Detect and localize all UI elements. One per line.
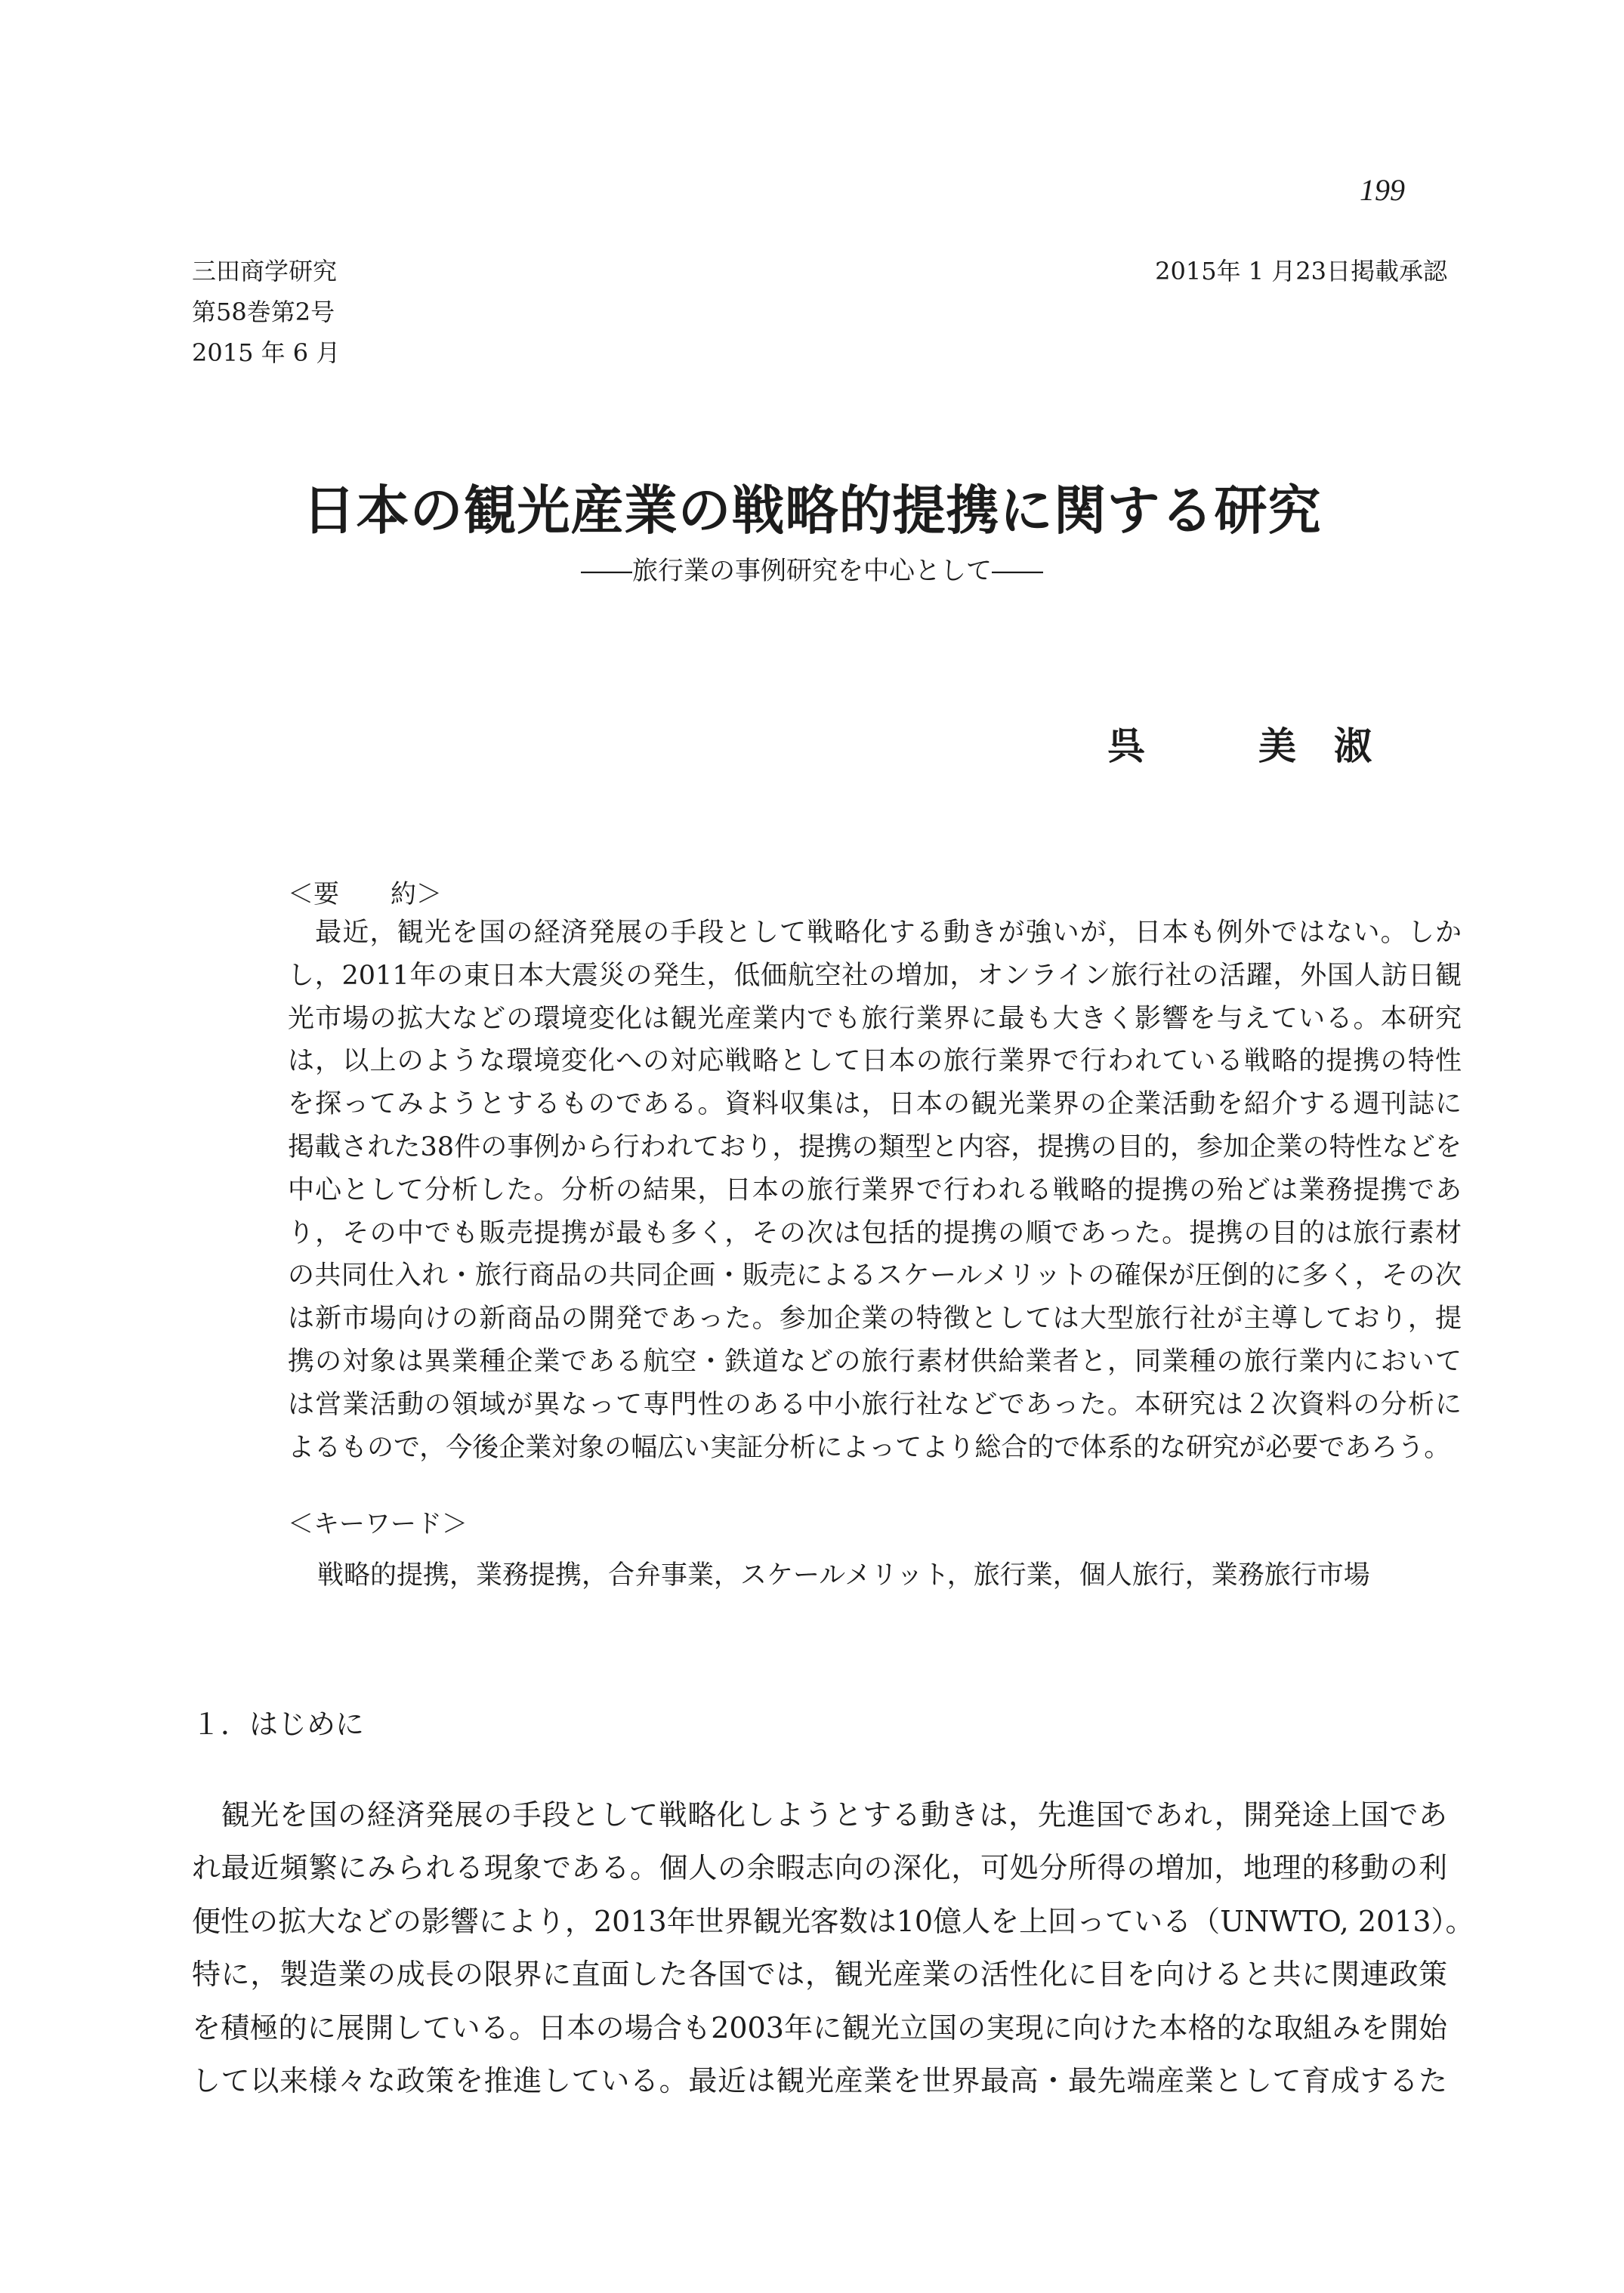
text-line: 特に，製造業の成長の限界に直面した各国では，観光産業の活性化に目を向けると共に関連政策 [192, 1958, 1447, 1992]
author-given-name: 美 淑 [1258, 724, 1372, 768]
text-line: 最近，観光を国の経済発展の手段として戦略化する動きが強いが，日本も例外ではない。しか [288, 918, 1462, 948]
keywords-heading: ＜キーワード＞ [288, 1509, 468, 1539]
acceptance-date: 2015年 1 月23日掲載承認 [1155, 257, 1447, 285]
author-family-name: 呉 [1107, 724, 1145, 768]
section-body [192, 1788, 1474, 2107]
author [1107, 716, 1372, 770]
keywords: 戦略的提携，業務提携，合弁事業，スケールメリット，旅行業，個人旅行，業務旅行市場 [317, 1560, 1370, 1591]
paper-subtitle: ――旅行業の事例研究を中心として―― [581, 556, 1043, 586]
text-line: を積極的に展開している。日本の場合も2003年に観光立国の実現に向けた本格的な取組みを開始 [192, 2011, 1447, 2045]
text-line: は営業活動の領域が異なって専門性のある中小旅行社などであった。本研究は２次資料の分析に [288, 1389, 1462, 1420]
text-line: 中心として分析した。分析の結果，日本の旅行業界で行われる戦略的提携の殆どは業務提携であ [288, 1174, 1462, 1205]
text-line: 観光を国の経済発展の手段として戦略化しようとする動きは，先進国であれ，開発途上国であ [192, 1798, 1447, 1832]
text-line: 掲載された38件の事例から行われており，提携の類型と内容，提携の目的，参加企業の特性などを [288, 1131, 1462, 1162]
section-heading: １．はじめに [192, 1708, 365, 1741]
abstract-body [288, 912, 1462, 1469]
text-line: し，2011年の東日本大震災の発生，低価航空社の増加，オンライン旅行社の活躍，外国人訪日観 [288, 960, 1462, 991]
text-line: 光市場の拡大などの環境変化は観光産業内でも旅行業界に最も大きく影響を与えている。本研究 [288, 1003, 1462, 1034]
text-line: れ最近頻繁にみられる現象である。個人の余暇志向の深化，可処分所得の増加，地理的移動の利 [192, 1851, 1447, 1885]
journal-issue-date: 2015 年 6 月 [192, 338, 341, 367]
text-line: の共同仕入れ・旅行商品の共同企画・販売によるスケールメリットの確保が圧倒的に多く，その次 [288, 1261, 1462, 1292]
text-line: を探ってみようとするものである。資料収集は，日本の観光業界の企業活動を紹介する週刊誌に [288, 1089, 1462, 1120]
text-line: 便性の拡大などの影響により，2013年世界観光客数は10億人を上回っている（UNWTO, 2013）。 [192, 1904, 1474, 1938]
page-number: 199 [1360, 173, 1405, 207]
text-line: よるもので，今後企業対象の幅広い実証分析によってより総合的で体系的な研究が必要であろう。 [288, 1432, 1451, 1463]
journal-name: 三田商学研究 [192, 257, 338, 285]
text-line: り，その中でも販売提携が最も多く，その次は包括的提携の順であった。提携の目的は旅行素材 [288, 1217, 1462, 1248]
text-line: して以来様々な政策を推進している。最近は観光産業を世界最高・最先端産業として育成するた [192, 2064, 1447, 2098]
text-line: は新市場向けの新商品の開発であった。参加企業の特徴としては大型旅行社が主導しており，提 [288, 1304, 1462, 1335]
journal-header [192, 251, 340, 373]
text-line: 携の対象は異業種企業である航空・鉄道などの旅行素材供給業者と，同業種の旅行業内において [288, 1346, 1462, 1377]
text-line: は，以上のような環境変化への対応戦略として日本の旅行業界で行われている戦略的提携の特性 [288, 1046, 1462, 1077]
paper-title: 日本の観光産業の戦略的提携に関する研究 [302, 479, 1322, 542]
journal-volume: 第58巻第2号 [192, 298, 335, 326]
abstract-heading: ＜要 約＞ [288, 879, 442, 909]
